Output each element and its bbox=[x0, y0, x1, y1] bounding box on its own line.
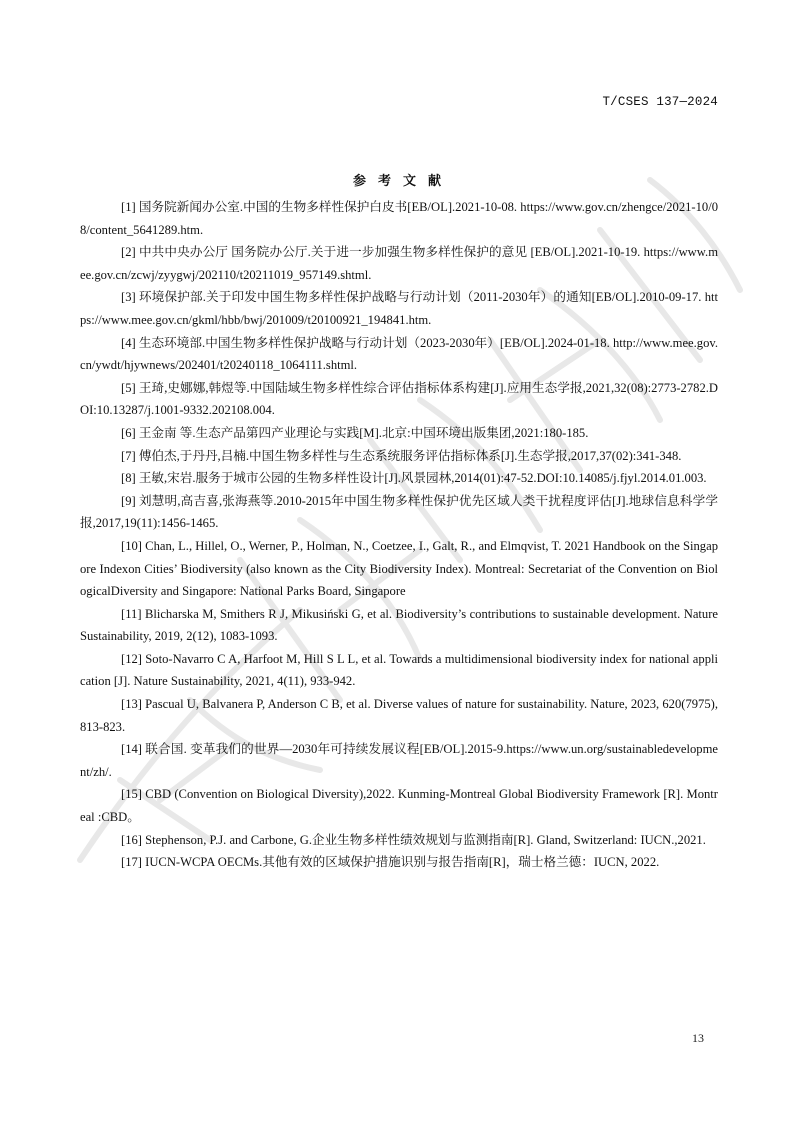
reference-item-11: [11] Blicharska M, Smithers R J, Mikusiński G, et al. Biodiversity’s contributions to sustainable development. Nature Sustainability, 2019, 2(12), 1083-1093. bbox=[80, 606, 718, 644]
reference-item-13: [13] Pascual U, Balvanera P, Anderson C B, et al. Diverse values of nature for sustainability. Nature, 2023, 620(7975), 813-823. bbox=[80, 697, 718, 734]
reference-item-6: [6] 王金南 等.生态产品第四产业理论与实践[M].北京:中国环境出版集团,2021:180-185. bbox=[121, 425, 589, 440]
standard-code: T/CSES 137—2024 bbox=[602, 95, 718, 109]
reference-item-12: [12] Soto-Navarro C A, Harfoot M, Hill S L L, et al. Towards a multidimensional biodiversity index for national application [J]. Nature Sustainability, 2021, 4(11), 933-942. bbox=[80, 651, 718, 689]
reference-item-10: [10] Chan, L., Hillel, O., Werner, P., Holman, N., Coetzee, I., Galt, R., and Elmqvist, T. 2021 Handbook on the Singapore Indexon Cities’ Biodiversity (also known as the City Biodiversity Index). Montreal: Secretariat of the Convention on BiologicalDiversity and Singapore: National Parks Board, Singapore bbox=[80, 538, 718, 599]
reference-item-17: [17] IUCN-WCPA OECMs.其他有效的区域保护措施识别与报告指南[R]，瑞士格兰德：IUCN, 2022. bbox=[121, 855, 660, 870]
reference-item-7: [7] 傅伯杰,于丹丹,吕楠.中国生物多样性与生态系统服务评估指标体系[J].生态学报,2017,37(02):341-348. bbox=[121, 448, 682, 463]
reference-item-5: [5] 王琦,史娜娜,韩煜等.中国陆域生物多样性综合评估指标体系构建[J].应用生态学报,2021,32(08):2773-2782.DOI:10.13287/j.1001-9332.202108.004. bbox=[80, 380, 718, 418]
reference-item-14: [14] 联合国. 变革我们的世界—2030年可持续发展议程[EB/OL].2015-9.https://www.un.org/sustainabledevelopment/zh/. bbox=[80, 742, 718, 779]
section-title: 参考文献 bbox=[352, 174, 453, 189]
reference-item-15: [15] CBD (Convention on Biological Diversity),2022. Kunming-Montreal Global Biodiversity Framework [R]. Montreal :CBD。 bbox=[80, 787, 718, 825]
reference-list bbox=[80, 196, 718, 874]
reference-item-2: [2] 中共中央办公厅 国务院办公厅.关于进一步加强生物多样性保护的意见 [EB/OL].2021-10-19. https://www.mee.gov.cn/zcwj/zyygwj/202110/t20211019_957149.shtml. bbox=[80, 245, 718, 282]
reference-item-9: [9] 刘慧明,高吉喜,张海燕等.2010-2015年中国生物多样性保护优先区域人类干扰程度评估[J].地球信息科学学报,2017,19(11):1456-1465. bbox=[80, 493, 718, 531]
reference-item-1: [1] 国务院新闻办公室.中国的生物多样性保护白皮书[EB/OL].2021-10-08. https://www.gov.cn/zhengce/2021-10/08/content_5641289.htm. bbox=[80, 200, 718, 237]
reference-item-8: [8] 王敏,宋岩.服务于城市公园的生物多样性设计[J].风景园林,2014(01):47-52.DOI:10.14085/j.fjyl.2014.01.003. bbox=[121, 471, 707, 486]
page-number: 13 bbox=[692, 1031, 704, 1045]
reference-item-3: [3] 环境保护部.关于印发中国生物多样性保护战略与行动计划（2011-2030年）的通知[EB/OL].2010-09-17. https://www.mee.gov.cn/gkml/hbb/bwj/201009/t20100921_194841.htm. bbox=[80, 290, 718, 327]
reference-item-16: [16] Stephenson, P.J. and Carbone, G.企业生物多样性绩效规划与监测指南[R]. Gland, Switzerland: IUCN.,2021. bbox=[121, 832, 706, 847]
reference-item-4: [4] 生态环境部.中国生物多样性保护战略与行动计划（2023-2030年）[EB/OL].2024-01-18. http://www.mee.gov.cn/ywdt/hjywnews/202401/t20240118_1064111.shtml. bbox=[80, 335, 718, 373]
